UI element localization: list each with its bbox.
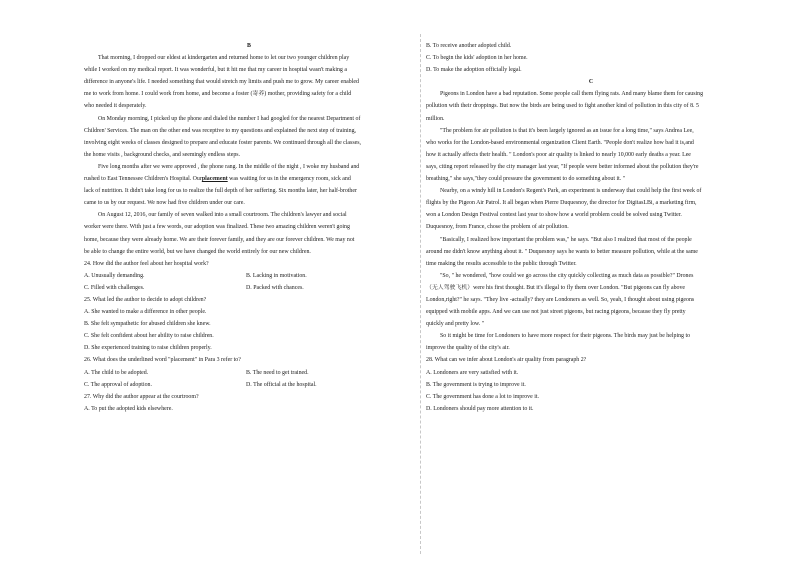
para1-line: me to work from home. I could work from home, and become a foster (寄养) mother, providing safety for a child <box>84 91 352 98</box>
para5-line: London,right?" he says. "They live -actually? they are Londoners as well. So, yeah, I thought about using pigeons <box>426 296 695 303</box>
para6-line: So it might be time for Londoners to have more respect for their pigeons. The birds may just be helping to <box>440 333 691 340</box>
para1-line: pollution with their droppings. But now the birds are being used to fight another kind of pollution in this city of 8. 5 <box>426 103 699 110</box>
para2-line: Children' Services. The man on the other end was receptive to my questions and explained the next step of training, <box>84 127 357 134</box>
question-26: 26. What does the underlined word "placement" in Para 3 refer to? <box>84 357 241 364</box>
para4-line: worker were there. With just a few words, our adoption was finalized. These two amazing children weren't going <box>84 224 350 231</box>
para2-line: "The problem for air pollution is that it's been largely ignored as an issue for a long time," says Andrea Lee, <box>440 127 694 134</box>
para3-text: was waiting for us in the emergency room, sick and <box>227 176 351 183</box>
option-a: A. Londoners are very satisfied with it. <box>426 369 519 376</box>
para2-line: breathing," she says,"they could pressure the government to do something about it. " <box>426 176 626 183</box>
para4-line: "Basically, I realized how important the problem was," he says. "But also I realized that most of the people <box>440 236 692 243</box>
para3-line: Nearby, on a windy hill in London's Regent's Park, an experiment is underway that could help the first week of <box>440 188 702 195</box>
para5-line: equipped with mobile apps. And we can use not just street pigeons, but racing pigeons, because they fly pretty <box>426 309 686 316</box>
para1-line: Pigeons in London have a bad reputation. Some people call them flying rats. And many blame them for causing <box>440 91 704 98</box>
para3-line: won a London Design Festival contest last year to show how a world problem could be solved using Twitter. <box>426 212 682 219</box>
left-column <box>84 40 414 415</box>
para2-line: who works for the London-based environmental organization Client Earth. "People don't realize how bad it is,and <box>426 139 694 146</box>
para2-line: says, citing report released by the city manager last year, "If people were better informed about the pollution they're <box>426 163 699 170</box>
para4-line: home, because they were already home. We are their forever family, and they are our forever children. We may not <box>84 236 355 243</box>
option-b: B. Lacking in motivation. <box>246 272 307 279</box>
option-d: D. Packed with chances. <box>246 284 304 291</box>
option-d: D. Londoners should pay more attention to it. <box>426 405 534 412</box>
option-c: C. The approval of adoption. <box>84 381 152 388</box>
option-b: B. She felt sympathetic for abused children she knew. <box>84 321 211 328</box>
section-c-heading: C <box>588 79 594 86</box>
para5-line: "So, " he wondered, "how could we go across the city quickly collecting as much data as possible?" Drones <box>440 272 694 279</box>
para1-line: who needed it desperately. <box>84 103 147 110</box>
option-c: C. The government has done a lot to improve it. <box>426 393 539 400</box>
placement-word: placement <box>201 176 228 183</box>
option-a: A. To put the adopted kids elsewhere. <box>84 405 173 412</box>
para4-line: be able to change the entire world, but we have changed the world entirely for our new children. <box>84 248 311 255</box>
right-column <box>426 40 756 415</box>
para3-text: rushed to East Tennessee Children's Hospital. Our <box>84 176 202 183</box>
para3-line: came to us by our request. We now had five children under our care. <box>84 200 245 207</box>
option-c: C. Filled with challenges. <box>84 284 145 291</box>
para1-line: difference in anyone's life. I needed something that would stretch my limits and push me to grow. My career enabled <box>84 79 359 86</box>
para3-line: Five long months after we were approved , the phone rang. In the middle of the night , I woke my husband and <box>98 163 360 170</box>
para2-line: On Monday morning, I picked up the phone and dialed the number I had googled for the nearest Department of <box>98 115 361 122</box>
question-28: 28. What can we infer about London's air quality from paragraph 2? <box>426 357 587 364</box>
option-b: B. To receive another adopted child. <box>426 43 512 49</box>
para2-line: involving eight weeks of classes designed to prepare and educate foster parents. We continued through all the classes, <box>84 139 362 146</box>
para1-line: That morning, I dropped our eldest at kindergarten and returned home to let our two younger children play <box>98 55 350 62</box>
option-c: C. She felt confident about her ability to raise children. <box>84 333 214 340</box>
section-b-heading: B <box>247 43 251 49</box>
option-d: D. To make the adoption officially legal. <box>426 67 522 74</box>
para4-line: around me didn't know anything about it. " Duquesnoy says he wants to better measure pollution, while at the same <box>426 248 698 255</box>
option-a: A. She wanted to make a difference in other people. <box>84 309 207 316</box>
para4-line: On August 12, 2016, our family of seven walked into a small courtroom. The children's lawyer and social <box>98 212 347 219</box>
para4-line: time making the results accessible to the public through Twitter. <box>426 260 577 267</box>
question-26-options <box>84 367 414 379</box>
question-26-options <box>84 379 414 391</box>
question-27: 27. Why did the author appear at the courtroom? <box>84 393 199 400</box>
question-25: 25. What led the author to decide to adopt children? <box>84 296 207 303</box>
para5-line: （无人驾驶飞机）were his first thought. But it's illegal to fly them over London. "But pigeons can fly above <box>426 284 686 291</box>
question-24-options <box>84 270 414 282</box>
para5-line: quickly and pretty low. " <box>426 321 485 328</box>
option-d: D. She experienced training to raise children properly. <box>84 345 212 352</box>
question-24-options <box>84 282 414 294</box>
para6-line: improve the quality of the city's air. <box>426 345 510 352</box>
option-b: B. The need to get trained. <box>246 369 309 376</box>
para3-line: flights by the Pigeon Air Patrol. It all began when Pierre Duquesnoy, the director for DigitasLBi, a marketing firm, <box>426 200 697 207</box>
para1-line: million. <box>426 115 445 122</box>
para3-line: Duquesnoy, from France, chose the problem of air pollution. <box>426 224 569 231</box>
para1-line: while I worked on my medical report. It was wonderful, but it hit me that my career in hospital wasn't making a <box>84 67 347 74</box>
option-d: D. The official at the hospital. <box>246 381 317 388</box>
para2-line: how it actually affects their health. " London's poor air quality is linked to nearly 10,000 early deaths a year. Lee <box>426 151 691 158</box>
para3-line-placement <box>84 173 414 185</box>
para3-line: lack of nutrition. It didn't take long for us to realize the full depth of her suffering. Six months later, her half-brother <box>84 188 357 195</box>
option-a: A. Unusually demanding. <box>84 272 145 279</box>
column-divider <box>420 34 422 554</box>
para2-line: the home visits , background checks, and seemingly endless steps. <box>84 151 241 158</box>
option-b: B. The government is trying to improve it. <box>426 381 526 388</box>
question-24: 24. How did the author feel about her hospital work? <box>84 260 209 267</box>
option-c: C. To begin the kids' adoption in her home. <box>426 55 528 62</box>
option-a: A. The child to be adopted. <box>84 369 149 376</box>
